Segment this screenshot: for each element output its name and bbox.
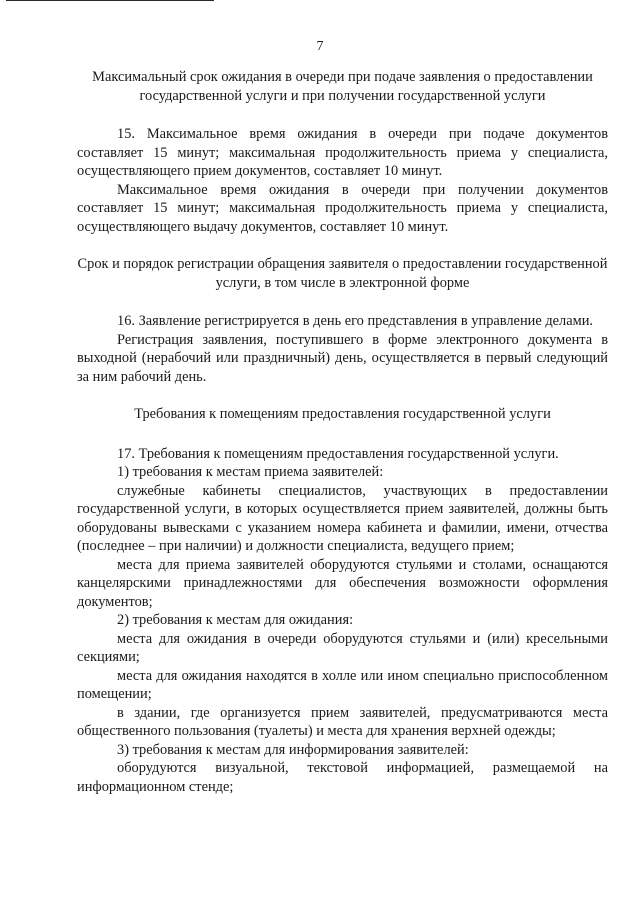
paragraph: места для ожидания в очереди оборудуются стульями и (или) кресельными секциями; (77, 630, 608, 665)
paragraph: 1) требования к местам приема заявителей: (117, 464, 384, 480)
paragraph: места для приема заявителей оборудуются стульями и столами, оснащаются канцелярскими принадлежностями для обеспечения возможности оформления документов; (77, 556, 608, 610)
paragraph: 3) требования к местам для информирования заявителей: (117, 741, 469, 758)
paragraph: 15. Максимальное время ожидания в очереди при подаче документов составляет 15 минут; максимальная продолжительность приема у специалиста, осуществляющего прием документов, составляет 10 минут. (77, 126, 608, 179)
paragraph: оборудуются визуальной, текстовой информацией, размещаемой на информационном стенде; (77, 760, 608, 795)
page-number: 7 (316, 39, 324, 54)
section-heading-waiting-time: Максимальный срок ожидания в очереди при подаче заявления о предоставлении государственной услуги и при получении государственной услуги (92, 69, 593, 104)
paragraph: служебные кабинеты специалистов, участвующих в предоставлении государственной услуги, в которых осуществляется прием заявителей, должны быть оборудованы вывесками с указанием номера кабинета и фамилии, имени, отчества (последнее – при наличии) и должности специалиста, ведущего прием; (77, 482, 608, 554)
paragraph: Максимальное время ожидания в очереди при получении документов составляет 15 минут; максимальная продолжительность приема у специалиста, осуществляющего выдачу документов, составляет 10 минут. (77, 181, 608, 235)
paragraph: Регистрация заявления, поступившего в форме электронного документа в выходной (нерабочий или праздничный) день, осуществляется в первый следующий за ним рабочий день. (77, 331, 608, 385)
paragraph: места для ожидания находятся в холле или ином специально приспособленном помещении; (77, 667, 608, 702)
section-heading-registration: Срок и порядок регистрации обращения заявителя о предоставлении государственной услуги, в том числе в электронной форме (77, 256, 608, 291)
paragraph: 17. Требования к помещениям предоставления государственной услуги. (117, 445, 559, 462)
top-rule (6, 0, 214, 1)
document-body (77, 68, 608, 796)
paragraph: 16. Заявление регистрируется в день его представления в управление делами. (117, 313, 594, 329)
paragraph: в здании, где организуется прием заявителей, предусматриваются места общественного пользования (туалеты) и места для хранения верхней одежды; (77, 704, 608, 739)
paragraph: 2) требования к местам для ожидания: (117, 612, 354, 628)
section-heading-premises: Требования к помещениям предоставления государственной услуги (134, 406, 551, 422)
